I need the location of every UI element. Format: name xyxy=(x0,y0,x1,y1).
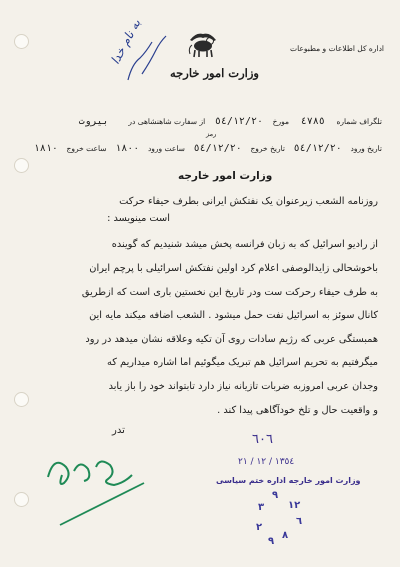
binder-hole xyxy=(14,34,29,49)
from-city: بیروت xyxy=(78,116,109,127)
body-line: میگرفتیم به تحریم اسرائیل هم تبریک میگوئیم اما اشاره میداریم که xyxy=(107,357,378,368)
body-line: وجدان عربی امروزبه ضربات تازیانه نیاز دارد تابتواند خود را باز یابد xyxy=(108,381,378,392)
signature: تدر xyxy=(112,425,125,436)
code-note: رمز xyxy=(206,130,217,138)
telegram-date: ٥٤/١٢/٢٠ xyxy=(214,116,264,127)
body-line: و واقعیت حال و تلخ خودآگاهی پیدا کند . xyxy=(217,405,378,416)
filing-digit: ١٢ xyxy=(288,500,301,511)
ministry-title: وزارت امور خارجه xyxy=(170,66,259,80)
body-line: کانال سوئز به اسرائیل نفت حمل میشود . الشعب اضافه میکند مایه این xyxy=(89,310,378,321)
binder-hole xyxy=(14,158,29,173)
departure-label: تاریخ خروج xyxy=(250,144,285,153)
handwritten-note: به نام خدا xyxy=(108,16,144,67)
green-signature-icon xyxy=(40,445,150,535)
filing-digit: ٨ xyxy=(282,530,289,541)
lion-and-sun-emblem xyxy=(186,30,220,60)
telegram-dates-row xyxy=(31,143,382,154)
body-line: است مینویسد : xyxy=(107,213,170,224)
body-line: روزنامه الشعب زیرعنوان یک نفتکش ایرانی بطرف حیفاء حرکت xyxy=(119,196,378,207)
departure-time-label: ساعت خروج xyxy=(66,144,107,153)
arrival-time: ١٨٠٠ xyxy=(115,143,140,154)
binder-hole xyxy=(14,392,29,407)
stamp-department: وزارت امور خارجه اداره ختم سیاسی xyxy=(216,476,361,485)
number-label: تلگراف شماره xyxy=(336,117,382,126)
stamp-date: ١٣٥٤ / ١٢ / ٢١ xyxy=(238,457,295,467)
telegram-number-row xyxy=(79,116,382,127)
filing-digit: ٩ xyxy=(268,536,275,547)
filing-digit: ٦ xyxy=(296,516,303,527)
addressee: وزارت امور خارجه xyxy=(178,170,273,182)
arrival-label: تاریخ ورود xyxy=(350,144,382,153)
handwritten-scribble xyxy=(122,28,172,88)
departure-date: ٥٤/١٢/٢٠ xyxy=(193,143,242,154)
arrival-date: ٥٤/١٢/٢٠ xyxy=(293,143,342,154)
green-signature-text xyxy=(60,470,62,471)
telegram-number: ٤٧٨٥ xyxy=(300,116,325,127)
filing-digit: ٣ xyxy=(258,502,265,513)
body-line: باخوشحالی زایدالوصفی اعلام کرد اولین نفتکش اسرائیلی با پرچم ایران xyxy=(89,263,378,274)
departure-time: ١٨١٠ xyxy=(33,143,58,154)
body-line: از رادیو اسرائیل که به زبان فرانسه پخش میشد شنیدیم که گوینده xyxy=(111,239,378,250)
body-line: همبستگی عربی که رژیم سادات روی آن تکیه وعلاقه نشان میدهد در رود xyxy=(85,334,378,345)
body-line: به طرف حیفاء رحرکت ست ودر تاریخ این نخستین باری است که ازطریق xyxy=(81,287,378,298)
filing-digit: ٢ xyxy=(256,522,263,533)
date-label: مورخ xyxy=(272,117,290,126)
filing-digit: ٩ xyxy=(272,490,279,501)
office-name: اداره کل اطلاعات و مطبوعات xyxy=(290,44,384,53)
arrival-time-label: ساعت ورود xyxy=(147,144,185,153)
from-label: از سفارت شاهنشاهی در xyxy=(128,117,206,126)
stamp-number: ٦٠٦ xyxy=(252,432,273,447)
binder-hole xyxy=(14,492,29,507)
